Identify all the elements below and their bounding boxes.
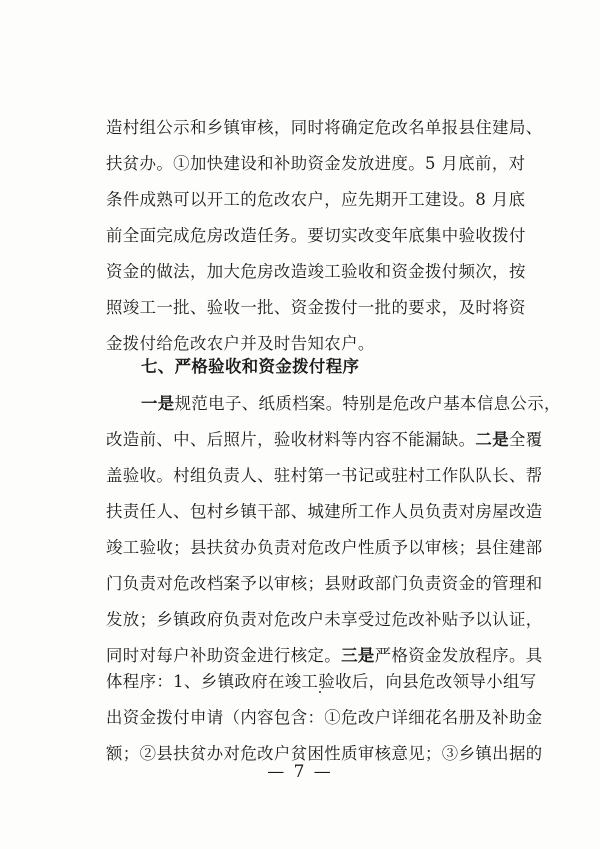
text-line: 造村组公示和乡镇审核，同时将确定危改名单报县住建局、	[106, 118, 543, 137]
text-span: 全覆	[509, 430, 543, 449]
text-line: 扶责任人、包村乡镇干部、城建所工作人员负责对房屋改造	[106, 502, 543, 521]
text-line: 发放；乡镇政府负责对危改户未享受过危改补贴予以认证，	[106, 610, 543, 629]
bold-marker: 二是	[475, 430, 509, 449]
text-line	[141, 394, 561, 414]
text-line	[106, 646, 543, 666]
page-number: — 7 —	[267, 762, 333, 782]
text-span: 规范电子、纸质档案。特别是危改户基本信息公示，	[174, 394, 561, 413]
bold-marker: 三是	[341, 646, 375, 665]
text-line: 扶贫办。①加快建设和补助资金发放进度。5 月底前，对	[106, 154, 526, 173]
text-span: 严格资金发放程序。具	[374, 646, 543, 665]
text-line: 体程序：1、乡镇政府在竣工验收后，向县危改领导小组写	[106, 672, 537, 691]
bold-marker: 一是	[141, 394, 175, 413]
scan-speck	[319, 691, 321, 693]
text-line: 门负责对危改档案予以审核；县财政部门负责资金的管理和	[106, 574, 543, 593]
text-line: 额；②县扶贫办对危改户贫困性质审核意见；③乡镇出据的	[106, 744, 543, 763]
text-line	[106, 430, 543, 450]
text-line: 照竣工一批、验收一批、资金拨付一批的要求，及时将资	[106, 298, 526, 317]
text-span: 同时对每户补助资金进行核定。	[106, 646, 342, 665]
text-line: 盖验收。村组负责人、驻村第一书记或驻村工作队队长、帮	[106, 466, 543, 485]
text-line: 条件成熟可以开工的危改农户，应先期开工建设。8 月底	[106, 190, 526, 209]
text-line: 资金的做法，加大危房改造竣工验收和资金拨付频次，按	[106, 262, 526, 281]
section-heading: 七、严格验收和资金拨付程序	[141, 357, 360, 376]
text-line: 出资金拨付申请（内容包含：①危改户详细花名册及补助金	[106, 708, 543, 727]
text-line: 前全面完成危房改造任务。要切实改变年底集中验收拨付	[106, 226, 526, 245]
text-line: 金拨付给危改农户并及时告知农户。	[106, 334, 375, 353]
text-line: 竣工验收；县扶贫办负责对危改户性质予以审核；县住建部	[106, 538, 543, 557]
text-span: 改造前、中、后照片，验收材料等内容不能漏缺。	[106, 430, 476, 449]
